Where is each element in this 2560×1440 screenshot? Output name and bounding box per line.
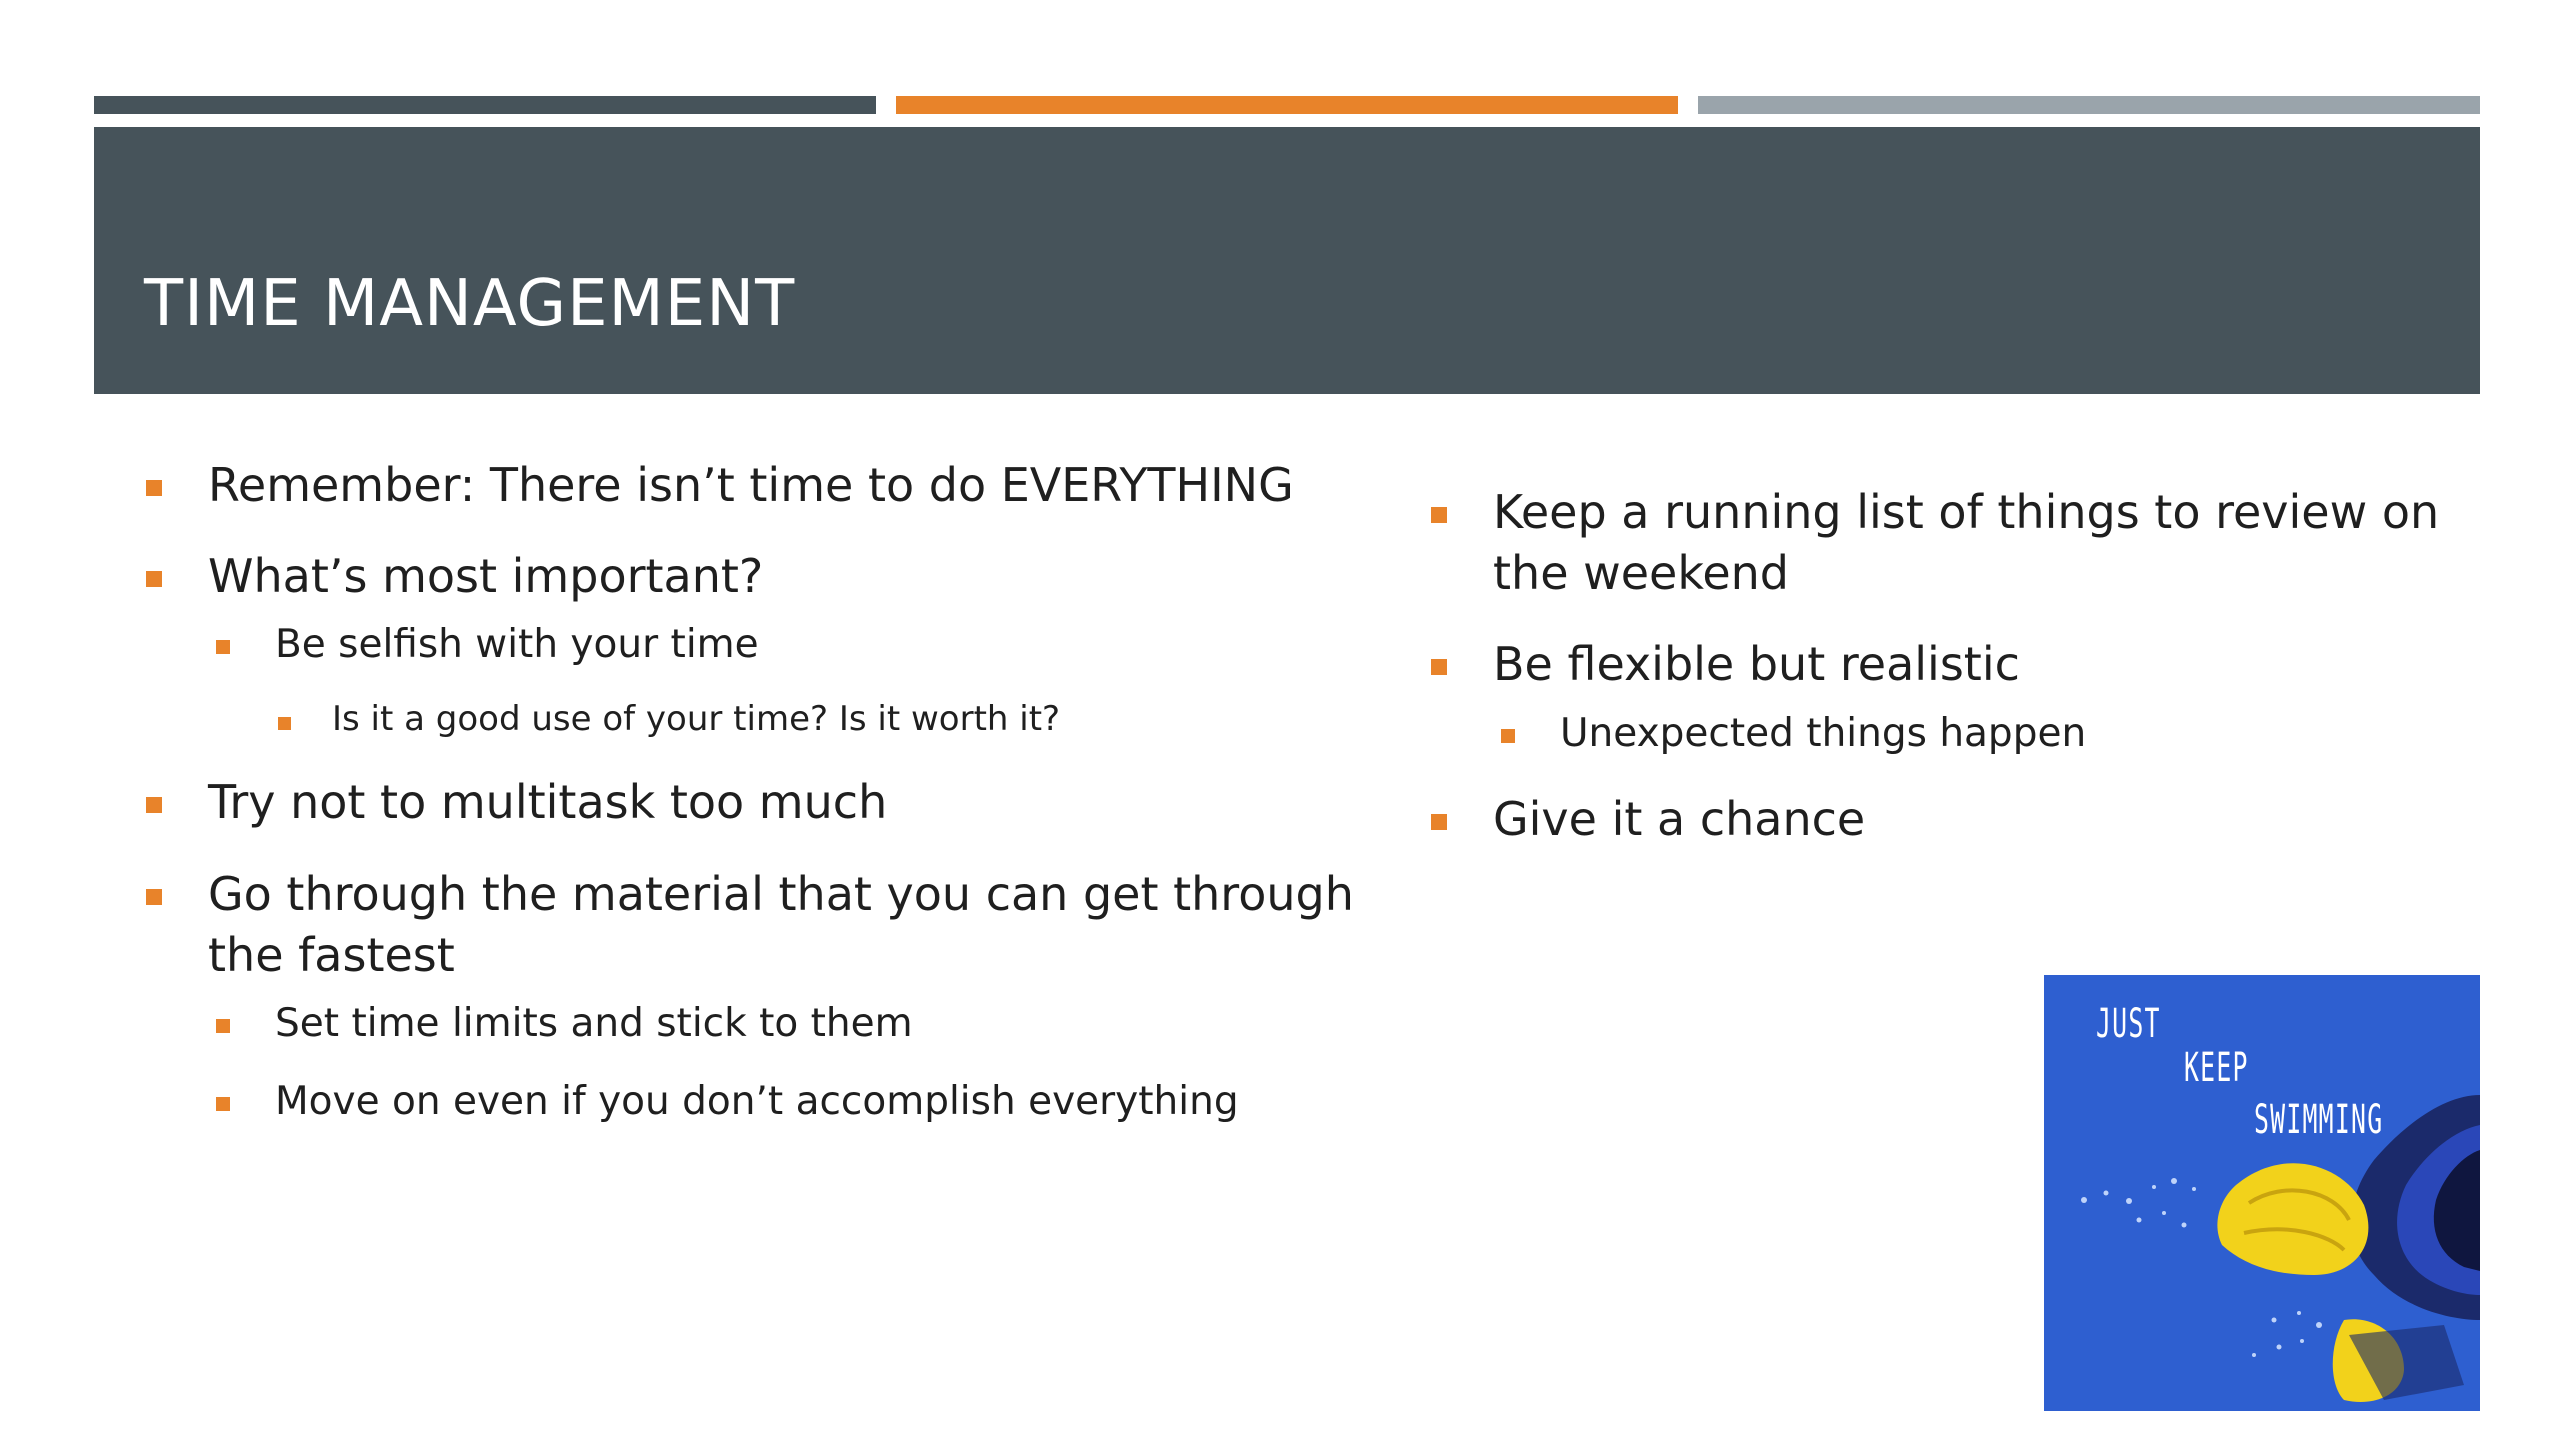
square-bullet-icon <box>216 640 230 654</box>
image-text-just: JUST <box>2096 1001 2161 1047</box>
sub-sub-list-item <box>140 697 1380 742</box>
list-item <box>140 455 1380 516</box>
square-bullet-icon <box>146 797 162 813</box>
image-text-swimming: SWIMMING <box>2254 1097 2384 1143</box>
list-item <box>140 772 1380 833</box>
square-bullet-icon <box>216 1097 230 1111</box>
list-item <box>1425 789 2475 850</box>
list-item <box>1425 482 2475 604</box>
title-band <box>94 127 2480 394</box>
accent-bar-orange <box>896 96 1678 114</box>
just-keep-swimming-image <box>2044 975 2480 1411</box>
square-bullet-icon <box>278 717 291 730</box>
accent-bar-dark <box>94 96 876 114</box>
sub-list-item <box>140 619 1380 671</box>
bullet-list-right <box>1425 482 2475 851</box>
list-item <box>1425 634 2475 695</box>
list-item-text: Keep a running list of things to review on the weekend <box>1493 485 2440 601</box>
accent-bar-gray <box>1698 96 2480 114</box>
square-bullet-icon <box>146 571 162 587</box>
square-bullet-icon <box>1431 507 1447 523</box>
square-bullet-icon <box>216 1019 230 1033</box>
list-item <box>140 546 1380 607</box>
list-item-text: Be flexible but realistic <box>1493 637 2020 692</box>
slide-title: TIME MANAGEMENT <box>144 267 796 341</box>
square-bullet-icon <box>146 889 162 905</box>
bullet-list-left <box>140 455 1380 1128</box>
list-item-text: Remember: There isn’t time to do EVERYTHING <box>208 458 1294 512</box>
list-item-text: What’s most important? <box>208 549 764 604</box>
square-bullet-icon <box>1431 814 1447 830</box>
list-item-text: Set time limits and stick to them <box>275 1000 913 1046</box>
sub-list-item <box>140 1076 1380 1128</box>
list-item-text: Is it a good use of your time? Is it worth it? <box>332 699 1061 740</box>
square-bullet-icon <box>146 480 162 496</box>
square-bullet-icon <box>1501 729 1515 743</box>
square-bullet-icon <box>1431 659 1447 675</box>
list-item-text: Try not to multitask too much <box>208 775 888 830</box>
list-item-text: Give it a chance <box>1493 792 1866 847</box>
sub-list-item <box>140 998 1380 1050</box>
list-item-text: Be selfish with your time <box>275 622 759 668</box>
list-item <box>140 864 1380 986</box>
image-text-keep: KEEP <box>2184 1045 2249 1091</box>
list-item-text: Unexpected things happen <box>1560 710 2087 756</box>
list-item-text: Go through the material that you can get through the fastest <box>208 866 1354 982</box>
sub-list-item <box>1425 708 2475 760</box>
list-item-text: Move on even if you don’t accomplish everything <box>275 1078 1239 1124</box>
